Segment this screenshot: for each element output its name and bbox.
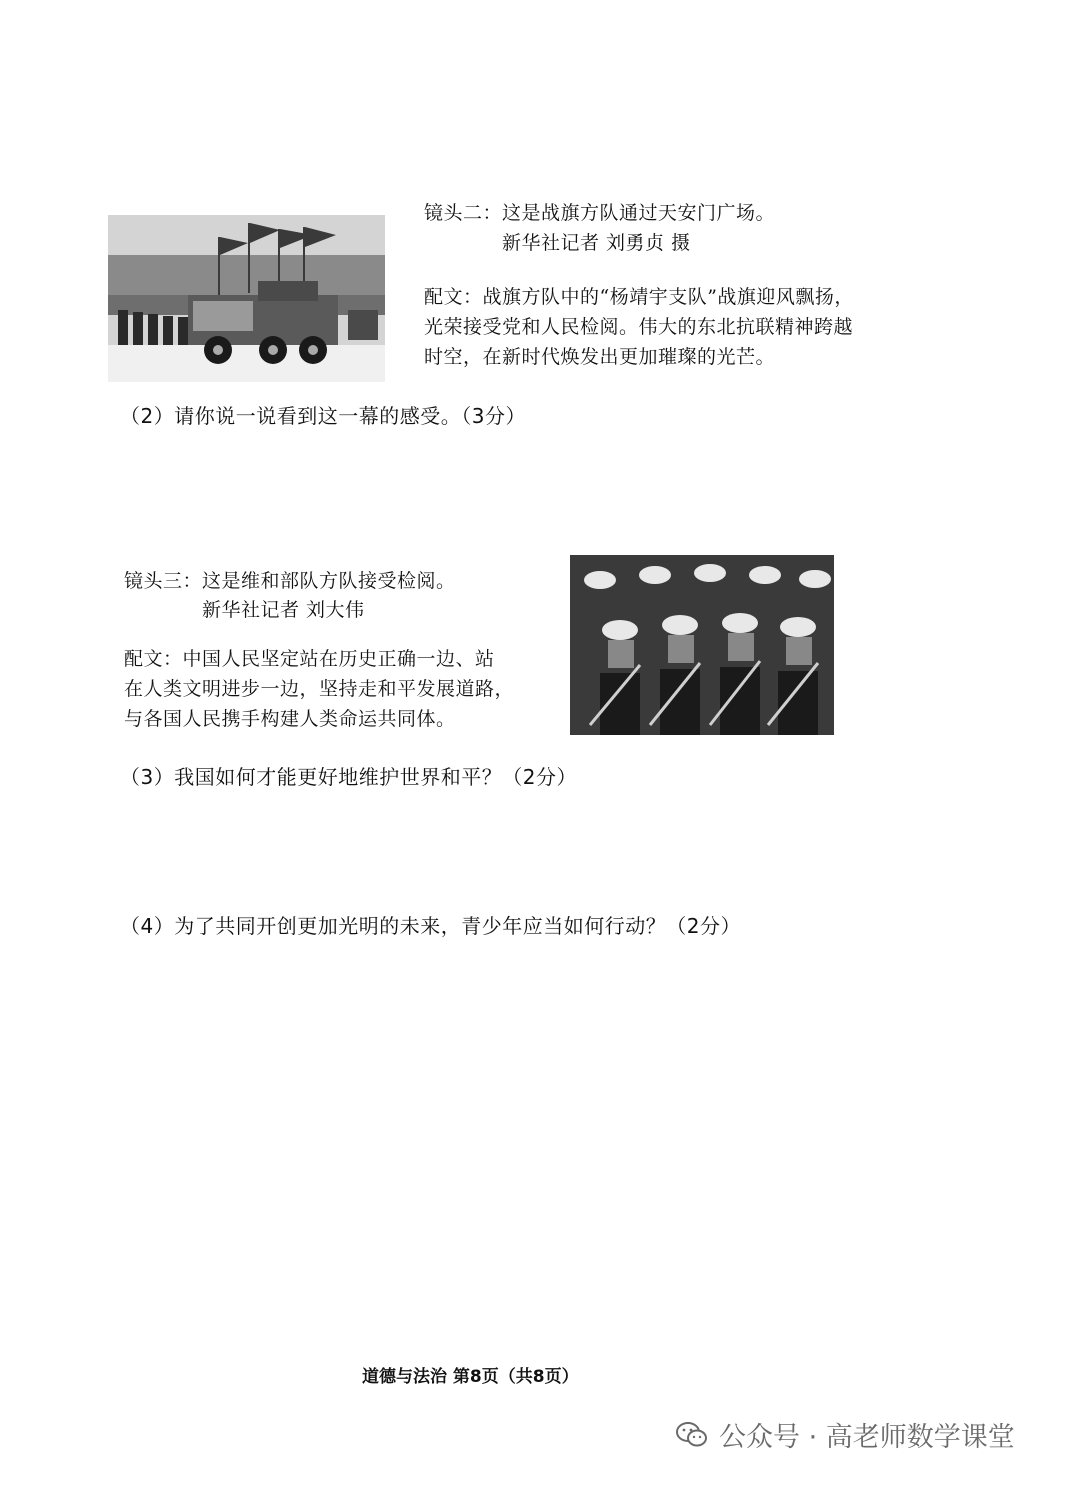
shot2-caption-line-2: 光荣接受党和人民检阅。伟大的东北抗联精神跨越 bbox=[424, 316, 854, 338]
shot2-photo bbox=[108, 215, 385, 382]
page-footer: 道德与法治 第8页（共8页） bbox=[362, 1367, 579, 1387]
watermark bbox=[675, 1415, 1015, 1454]
wechat-icon bbox=[675, 1418, 709, 1452]
shot2-caption-line-3: 时空，在新时代焕发出更加璀璨的光芒。 bbox=[424, 346, 776, 368]
watermark-text: 公众号 · 高老师数学课堂 bbox=[719, 1422, 1015, 1453]
question-4: （4）为了共同开创更加光明的未来，青少年应当如何行动？（2分） bbox=[120, 914, 741, 938]
shot3-photo bbox=[570, 555, 834, 735]
military-vehicle-icon bbox=[108, 215, 385, 382]
question-2: （2）请你说一说看到这一幕的感受。（3分） bbox=[120, 404, 526, 428]
question-3: （3）我国如何才能更好地维护世界和平？（2分） bbox=[120, 765, 577, 789]
peacekeeping-troops-icon bbox=[570, 555, 834, 735]
shot3-heading: 镜头三：这是维和部队方队接受检阅。 bbox=[124, 570, 456, 592]
shot3-caption-line-1: 配文：中国人民坚定站在历史正确一边、站 bbox=[124, 648, 495, 670]
shot3-caption-line-2: 在人类文明进步一边，坚持走和平发展道路， bbox=[124, 678, 515, 700]
shot3-caption-line-3: 与各国人民携手构建人类命运共同体。 bbox=[124, 708, 456, 730]
shot2-credit: 新华社记者 刘勇贞 摄 bbox=[502, 232, 691, 254]
shot2-caption-line-1: 配文：战旗方队中的“杨靖宇支队”战旗迎风飘扬， bbox=[424, 286, 854, 308]
shot2-heading: 镜头二：这是战旗方队通过天安门广场。 bbox=[424, 202, 776, 224]
shot3-credit: 新华社记者 刘大伟 bbox=[202, 599, 365, 621]
